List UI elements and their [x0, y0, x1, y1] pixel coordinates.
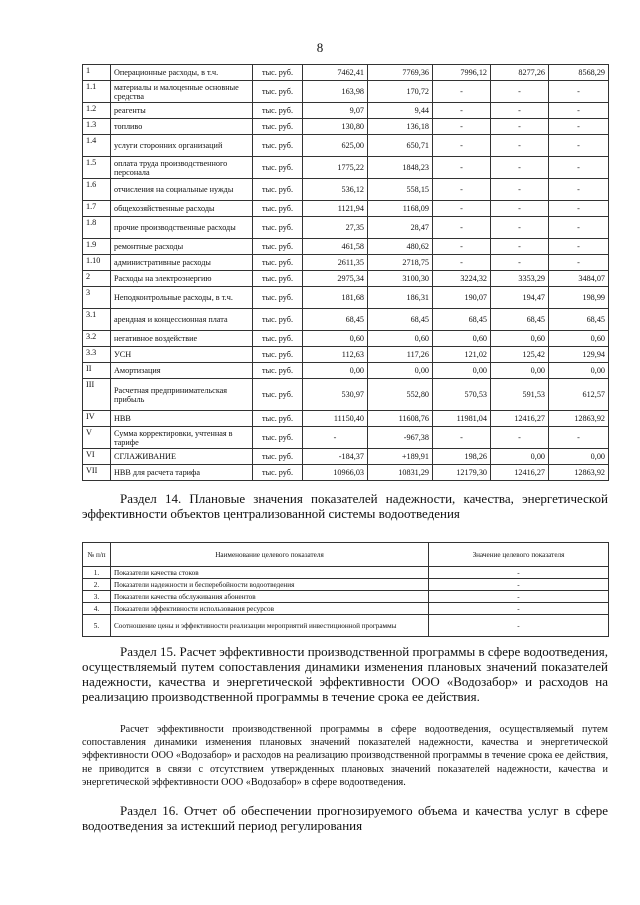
cost-table [82, 64, 609, 481]
value-cell: - [433, 201, 491, 217]
table-row [83, 363, 609, 379]
row-unit: тыс. руб. [253, 287, 303, 309]
value-cell: 650,71 [368, 135, 433, 157]
row-number: 1.2 [83, 103, 111, 119]
value-cell: - [433, 217, 491, 239]
row-name: услуги сторонних организаций [111, 135, 253, 157]
value-cell: 612,57 [549, 379, 609, 411]
value-cell: 3224,32 [433, 271, 491, 287]
value-cell: - [491, 81, 549, 103]
value-cell: 130,80 [303, 119, 368, 135]
row-unit: тыс. руб. [253, 465, 303, 481]
value-cell: 7996,12 [433, 65, 491, 81]
row-unit: тыс. руб. [253, 347, 303, 363]
row-number: 1.10 [83, 255, 111, 271]
row-number: 1.4 [83, 135, 111, 157]
table-row [83, 379, 609, 411]
row-name: НВВ [111, 411, 253, 427]
row-unit: тыс. руб. [253, 309, 303, 331]
row-value: - [429, 567, 609, 579]
row-number: IV [83, 411, 111, 427]
row-unit: тыс. руб. [253, 449, 303, 465]
value-cell: 11981,04 [433, 411, 491, 427]
section-15-body: Расчет эффективности производственной программы в сфере водоотведения, осуществляемый путем сопоставления динамики изменения плановых значений показателей надежности, качества и энергетической эффективности ООО «Водозабор» и расходов на реализацию производственной программы в течение срока ее действия, не приводится в связи с отсутствием утвержденных плановых значений показателей надежности, качества и энергетической эффективности ООО «Водозабор» в сфере водоотведения. [82, 724, 608, 788]
row-name: материалы и малоценные основные средства [111, 81, 253, 103]
row-name: реагенты [111, 103, 253, 119]
value-cell: 480,62 [368, 239, 433, 255]
row-unit: тыс. руб. [253, 157, 303, 179]
value-cell: - [549, 217, 609, 239]
value-cell: 0,60 [491, 331, 549, 347]
value-cell: - [491, 217, 549, 239]
value-cell: 7462,41 [303, 65, 368, 81]
row-name: административные расходы [111, 255, 253, 271]
row-number: 1.9 [83, 239, 111, 255]
table-row [83, 287, 609, 309]
col-header-name: Наименование целевого показателя [111, 543, 429, 567]
value-cell: 11150,40 [303, 411, 368, 427]
value-cell: 530,97 [303, 379, 368, 411]
value-cell: +189,91 [368, 449, 433, 465]
row-unit: тыс. руб. [253, 201, 303, 217]
row-unit: тыс. руб. [253, 379, 303, 411]
value-cell: 625,00 [303, 135, 368, 157]
value-cell: 0,00 [491, 449, 549, 465]
value-cell: - [433, 103, 491, 119]
value-cell: 570,53 [433, 379, 491, 411]
value-cell: - [433, 179, 491, 201]
value-cell: - [433, 255, 491, 271]
table-row [83, 591, 609, 603]
section-14-heading: Раздел 14. Плановые значения показателей надежности, качества, энергетической эффективности объектов централизованной системы водоотведения [82, 491, 608, 521]
row-number: VI [83, 449, 111, 465]
row-name: негативное воздействие [111, 331, 253, 347]
value-cell: 0,60 [368, 331, 433, 347]
value-cell: - [491, 157, 549, 179]
value-cell: - [491, 135, 549, 157]
value-cell: - [433, 119, 491, 135]
row-unit: тыс. руб. [253, 119, 303, 135]
value-cell: 117,26 [368, 347, 433, 363]
row-number: 1.6 [83, 179, 111, 201]
value-cell: - [549, 119, 609, 135]
row-name: Амортизация [111, 363, 253, 379]
value-cell: -184,37 [303, 449, 368, 465]
row-number: 3.1 [83, 309, 111, 331]
value-cell: 0,60 [549, 331, 609, 347]
value-cell: 12416,27 [491, 411, 549, 427]
value-cell: 0,00 [303, 363, 368, 379]
row-name: общехозяйственные расходы [111, 201, 253, 217]
page-number: 8 [316, 40, 324, 55]
row-name: оплата труда производственного персонала [111, 157, 253, 179]
value-cell: - [491, 427, 549, 449]
row-name: отчисления на социальные нужды [111, 179, 253, 201]
row-name: Показатели эффективности использования ресурсов [111, 603, 429, 615]
table-row [83, 449, 609, 465]
value-cell: 0,60 [433, 331, 491, 347]
row-number: 2. [83, 579, 111, 591]
col-header-value: Значение целевого показателя [429, 543, 609, 567]
value-cell: 0,60 [303, 331, 368, 347]
value-cell: 121,02 [433, 347, 491, 363]
value-cell: - [491, 239, 549, 255]
row-unit: тыс. руб. [253, 65, 303, 81]
row-number: 1.3 [83, 119, 111, 135]
value-cell: 112,63 [303, 347, 368, 363]
row-number: V [83, 427, 111, 449]
row-unit: тыс. руб. [253, 179, 303, 201]
value-cell: 3353,29 [491, 271, 549, 287]
value-cell: 1168,09 [368, 201, 433, 217]
row-value: - [429, 579, 609, 591]
value-cell: 12863,92 [549, 411, 609, 427]
value-cell: 129,94 [549, 347, 609, 363]
value-cell: 68,45 [433, 309, 491, 331]
table-row [83, 347, 609, 363]
table-row [83, 309, 609, 331]
row-name: Расчетная предпринимательская прибыль [111, 379, 253, 411]
row-number: 1. [83, 567, 111, 579]
target-indicators-table [82, 542, 609, 637]
table-row [83, 103, 609, 119]
value-cell: 0,00 [549, 449, 609, 465]
value-cell: 163,98 [303, 81, 368, 103]
value-cell: 125,42 [491, 347, 549, 363]
row-name: СГЛАЖИВАНИЕ [111, 449, 253, 465]
table-row [83, 411, 609, 427]
table-row [83, 239, 609, 255]
value-cell: 186,31 [368, 287, 433, 309]
value-cell: 12863,92 [549, 465, 609, 481]
row-unit: тыс. руб. [253, 81, 303, 103]
row-number: 3.2 [83, 331, 111, 347]
value-cell: 461,58 [303, 239, 368, 255]
row-unit: тыс. руб. [253, 427, 303, 449]
value-cell: - [549, 239, 609, 255]
value-cell: 12416,27 [491, 465, 549, 481]
row-name: топливо [111, 119, 253, 135]
value-cell: - [549, 135, 609, 157]
value-cell: 3484,07 [549, 271, 609, 287]
row-number: 3.3 [83, 347, 111, 363]
value-cell: - [549, 81, 609, 103]
table-row [83, 179, 609, 201]
value-cell: 591,53 [491, 379, 549, 411]
value-cell: 1775,22 [303, 157, 368, 179]
value-cell: - [491, 255, 549, 271]
row-name: ремонтные расходы [111, 239, 253, 255]
value-cell: 194,47 [491, 287, 549, 309]
value-cell: 68,45 [549, 309, 609, 331]
value-cell: 136,18 [368, 119, 433, 135]
table-row [83, 157, 609, 179]
row-name: НВВ для расчета тарифа [111, 465, 253, 481]
value-cell: 170,72 [368, 81, 433, 103]
value-cell: - [433, 135, 491, 157]
row-name: прочие производственные расходы [111, 217, 253, 239]
row-unit: тыс. руб. [253, 331, 303, 347]
value-cell: 1848,23 [368, 157, 433, 179]
value-cell: 12179,30 [433, 465, 491, 481]
value-cell: - [433, 427, 491, 449]
table-row [83, 579, 609, 591]
table-row [83, 65, 609, 81]
value-cell: 10966,03 [303, 465, 368, 481]
row-number: 4. [83, 603, 111, 615]
value-cell: 68,45 [368, 309, 433, 331]
value-cell: 8568,29 [549, 65, 609, 81]
table-row [83, 255, 609, 271]
row-value: - [429, 603, 609, 615]
value-cell: - [549, 201, 609, 217]
row-unit: тыс. руб. [253, 103, 303, 119]
table-row [83, 427, 609, 449]
value-cell: 181,68 [303, 287, 368, 309]
table-row [83, 615, 609, 637]
table-row [83, 465, 609, 481]
row-number: III [83, 379, 111, 411]
row-name: Операционные расходы, в т.ч. [111, 65, 253, 81]
row-name: Показатели качества обслуживания абонентов [111, 591, 429, 603]
value-cell: 0,00 [368, 363, 433, 379]
value-cell: - [433, 81, 491, 103]
table-row [83, 135, 609, 157]
row-unit: тыс. руб. [253, 135, 303, 157]
col-header-num: № п/п [83, 543, 111, 567]
value-cell: 7769,36 [368, 65, 433, 81]
row-unit: тыс. руб. [253, 411, 303, 427]
value-cell: 2718,75 [368, 255, 433, 271]
table-row [83, 603, 609, 615]
value-cell: - [491, 103, 549, 119]
row-number: 3 [83, 287, 111, 309]
value-cell: 10831,29 [368, 465, 433, 481]
table-row [83, 119, 609, 135]
value-cell: 198,26 [433, 449, 491, 465]
value-cell: 68,45 [303, 309, 368, 331]
value-cell: - [433, 239, 491, 255]
row-name: Неподконтрольные расходы, в т.ч. [111, 287, 253, 309]
value-cell: 8277,26 [491, 65, 549, 81]
value-cell: 27,35 [303, 217, 368, 239]
row-number: 1 [83, 65, 111, 81]
value-cell: 11608,76 [368, 411, 433, 427]
value-cell: 536,12 [303, 179, 368, 201]
value-cell: 1121,94 [303, 201, 368, 217]
value-cell: 552,80 [368, 379, 433, 411]
row-unit: тыс. руб. [253, 217, 303, 239]
row-name: УСН [111, 347, 253, 363]
value-cell: 0,00 [491, 363, 549, 379]
value-cell: - [491, 179, 549, 201]
table-row [83, 271, 609, 287]
row-number: 1.1 [83, 81, 111, 103]
row-unit: тыс. руб. [253, 239, 303, 255]
value-cell: - [303, 427, 368, 449]
row-number: II [83, 363, 111, 379]
value-cell: 3100,30 [368, 271, 433, 287]
value-cell: 9,44 [368, 103, 433, 119]
row-number: 1.8 [83, 217, 111, 239]
value-cell: - [549, 157, 609, 179]
table-row [83, 331, 609, 347]
section-15-heading: Раздел 15. Расчет эффективности производственной программы в сфере водоотведения, осуществляемый путем сопоставления динамики изменения плановых значений показателей надежности, качества и энергетической эффективности ООО «Водозабор» и расходов на реализацию производственной программы в течение срока ее действия. [82, 644, 608, 704]
value-cell: - [433, 157, 491, 179]
row-number: 1.7 [83, 201, 111, 217]
value-cell: 68,45 [491, 309, 549, 331]
row-unit: тыс. руб. [253, 271, 303, 287]
value-cell: - [491, 119, 549, 135]
value-cell: 558,15 [368, 179, 433, 201]
row-value: - [429, 615, 609, 637]
row-number: 1.5 [83, 157, 111, 179]
row-number: 3. [83, 591, 111, 603]
table-row [83, 217, 609, 239]
section-16-heading: Раздел 16. Отчет об обеспечении прогнозируемого объема и качества услуг в сфере водоотведения за истекший период регулирования [82, 803, 608, 833]
value-cell: - [549, 427, 609, 449]
row-value: - [429, 591, 609, 603]
row-number: 2 [83, 271, 111, 287]
row-unit: тыс. руб. [253, 255, 303, 271]
value-cell: -967,38 [368, 427, 433, 449]
row-name: Показатели надежности и бесперебойности водоотведения [111, 579, 429, 591]
value-cell: 198,99 [549, 287, 609, 309]
value-cell: - [549, 179, 609, 201]
table-row [83, 567, 609, 579]
value-cell: 2611,35 [303, 255, 368, 271]
table-row [83, 201, 609, 217]
value-cell: 0,00 [549, 363, 609, 379]
row-number: 5. [83, 615, 111, 637]
value-cell: - [549, 103, 609, 119]
row-name: Соотношение цены и эффективности реализации мероприятий инвестиционной программы [111, 615, 429, 637]
row-number: VII [83, 465, 111, 481]
row-name: Расходы на электроэнергию [111, 271, 253, 287]
table-row [83, 81, 609, 103]
value-cell: 190,07 [433, 287, 491, 309]
row-name: арендная и концессионная плата [111, 309, 253, 331]
value-cell: 9,07 [303, 103, 368, 119]
value-cell: 0,00 [433, 363, 491, 379]
value-cell: 2975,34 [303, 271, 368, 287]
row-name: Сумма корректировки, учтенная в тарифе [111, 427, 253, 449]
value-cell: - [549, 255, 609, 271]
value-cell: - [491, 201, 549, 217]
row-name: Показатели качества стоков [111, 567, 429, 579]
row-unit: тыс. руб. [253, 363, 303, 379]
value-cell: 28,47 [368, 217, 433, 239]
